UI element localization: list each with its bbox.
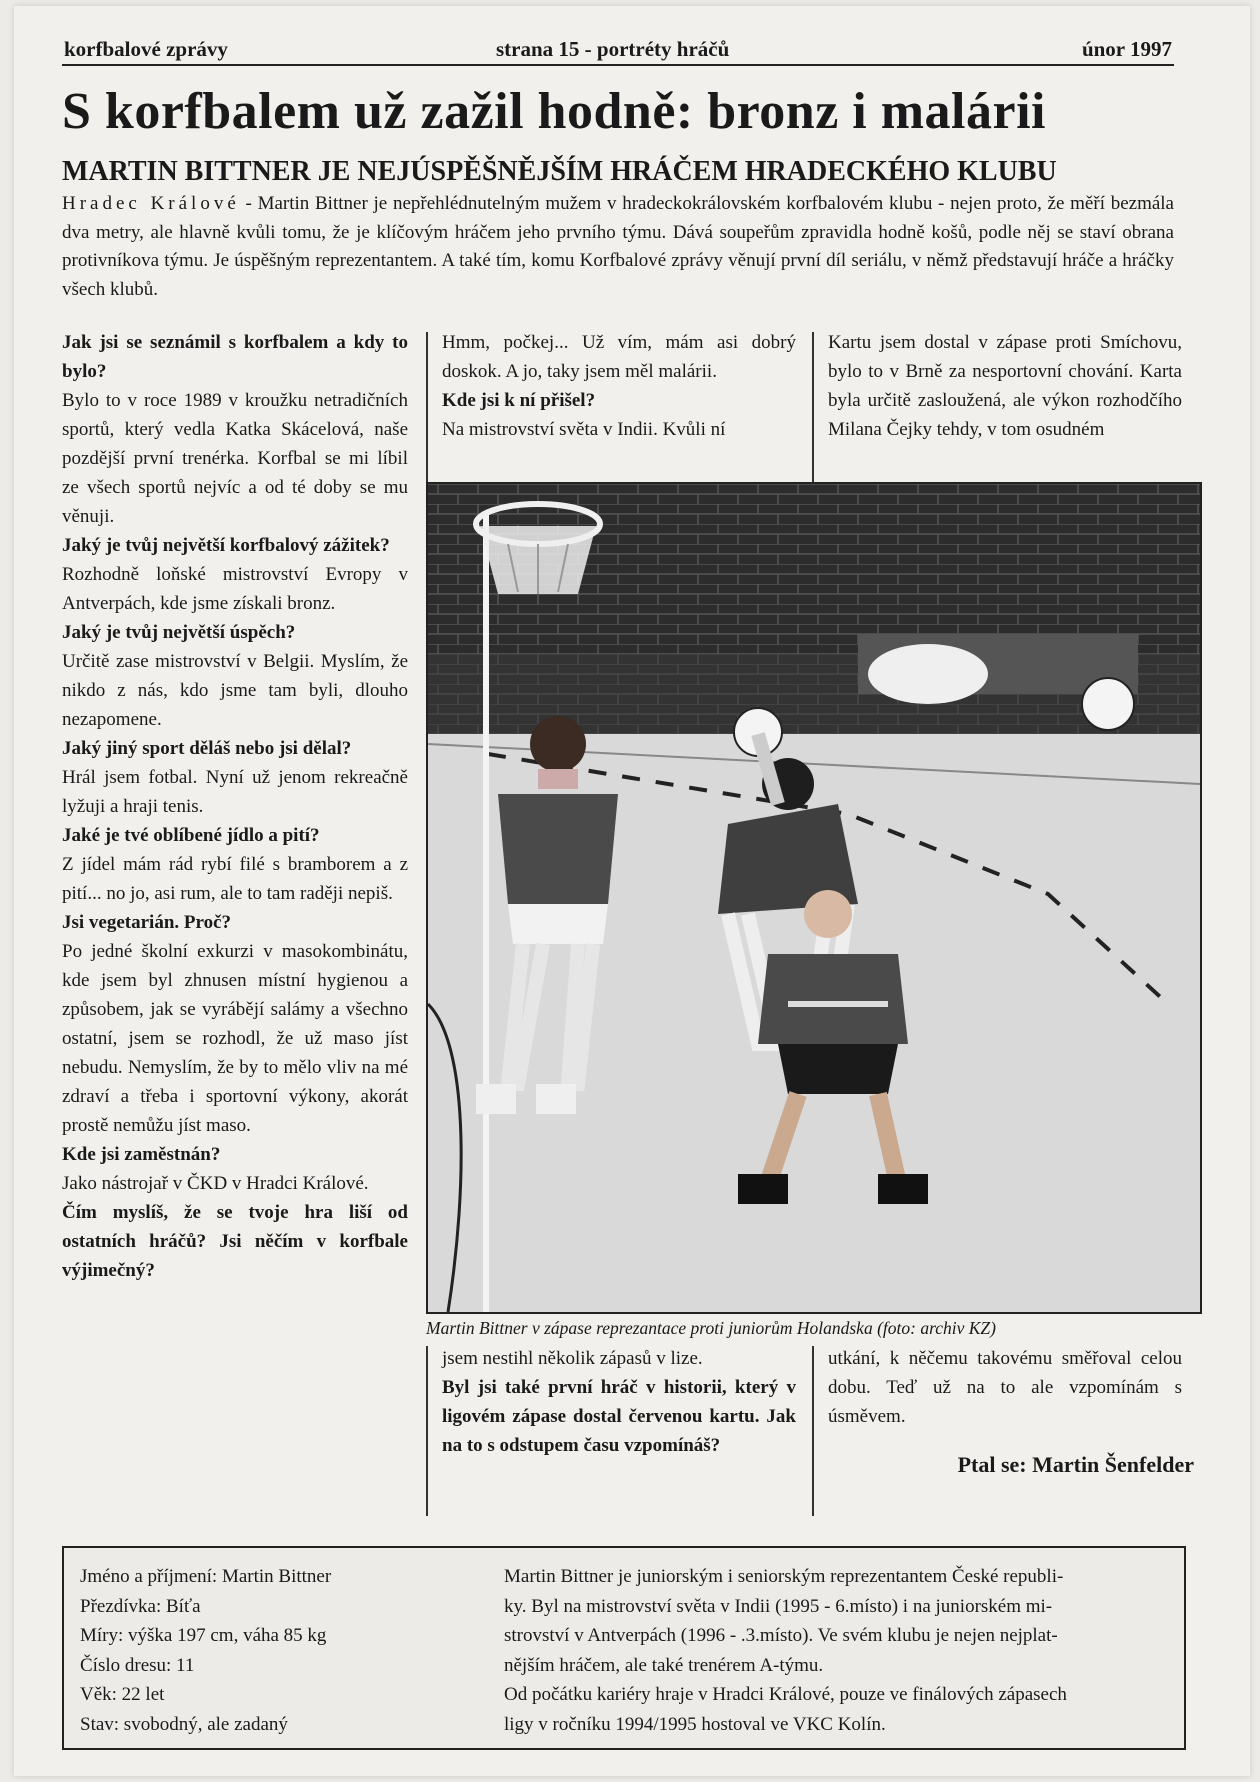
bio-line: strovství v Antverpách (1996 - .3.místo). Ve svém klubu je nejen nejplat-	[504, 1625, 1058, 1646]
newspaper-page	[14, 6, 1250, 1776]
fact-jersey-number: Číslo dresu: 11	[80, 1654, 195, 1676]
korfball-action-photo	[428, 484, 1200, 1312]
question: Čím myslíš, že se tvoje hra liší od ostatních hráčů? Jsi něčím v korfbale výjimečný?	[62, 1202, 408, 1281]
player-facts	[80, 1562, 480, 1739]
column-divider	[812, 332, 814, 482]
answer: jsem nestihl několik zápasů v lize.	[442, 1348, 703, 1369]
answer: Na mistrovství světa v Indii. Kvůli ní	[442, 419, 726, 440]
question: Jaký je tvůj největší korfbalový zážitek?	[62, 535, 390, 556]
bio-line: ligy v ročníku 1994/1995 hostoval ve VKC Kolín.	[504, 1713, 886, 1735]
subheadline: MARTIN BITTNER JE NEJÚSPĚŠNĚJŠÍM HRÁČEM HRADECKÉHO KLUBU	[62, 156, 1057, 187]
column-divider	[426, 332, 428, 482]
question: Kde jsi zaměstnán?	[62, 1144, 221, 1165]
answer: utkání, k něčemu takovému směřoval celou dobu. Teď už na to ale vzpomínám s úsměvem.	[828, 1348, 1182, 1427]
headline: S korfbalem už zažil hodně: bronz i malárii	[62, 83, 1046, 140]
answer: Bylo to v roce 1989 v kroužku netradičních sportů, který vedla Katka Skácelová, naše pozdější první trenérka. Korfbal se mi líbil ze všech sportů nejvíc a od té doby se mu věnuji.	[62, 390, 408, 527]
author-signature: Ptal se: Martin Šenfelder	[957, 1452, 1194, 1477]
answer: Po jedné školní exkurzi v masokombinátu, kde jsem byl zhnusen místní hygienou a způsobem, jak se vyrábějí salámy a všechno ostatní, jsem se rozhodl, že už maso jíst nebudu. Nemyslím, že by to mělo vliv na mé zdraví a třeba i sportovní výkony, akorát prostě nemůžu jíst maso.	[62, 941, 408, 1136]
bio-line: Martin Bittner je juniorským i seniorským reprezentantem České republi-	[504, 1566, 1064, 1587]
fact-nickname: Přezdívka: Bíťa	[80, 1595, 201, 1617]
question: Jaké je tvé oblíbené jídlo a pití?	[62, 825, 320, 846]
question: Jaký je tvůj největší úspěch?	[62, 622, 296, 643]
answer: Z jídel mám rád rybí filé s bramborem a z pití... no jo, asi rum, ale to tam raději nepiš.	[62, 854, 408, 904]
answer: Rozhodně loňské mistrovství Evropy v Antverpách, kde jsme získali bronz.	[62, 564, 408, 614]
question: Jaký jiný sport děláš nebo jsi dělal?	[62, 738, 352, 759]
running-header	[62, 30, 1174, 66]
publication-name: korfbalové zprávy	[64, 37, 228, 61]
page-info: strana 15 - portréty hráčů	[496, 37, 730, 61]
answer: Jako nástrojař v ČKD v Hradci Králové.	[62, 1173, 369, 1194]
answer: Kartu jsem dostal v zápase proti Smíchovu, bylo to v Brně za nesportovní chování. Karta byla určitě zasloužená, ale výkon rozhodčího Milana Čejky tehdy, v tom osudném	[828, 332, 1182, 440]
match-photo	[426, 482, 1202, 1314]
player-info-box	[62, 1546, 1186, 1750]
interview-column-2-bottom	[442, 1344, 796, 1460]
column-divider	[812, 1346, 814, 1516]
fact-age: Věk: 22 let	[80, 1684, 165, 1705]
dateline: Hradec Králové	[62, 193, 240, 214]
bio-line: Od počátku kariéry hraje v Hradci Králové, pouze ve finálových zápasech	[504, 1684, 1067, 1705]
question: Jak jsi se seznámil s korfbalem a kdy to bylo?	[62, 332, 408, 382]
interview-column-1	[62, 328, 408, 1285]
question: Byl jsi také první hráč v historii, který v ligovém zápase dostal červenou kartu. Jak na to s odstupem času vzpomínáš?	[442, 1377, 796, 1456]
issue-date: únor 1997	[1081, 37, 1172, 61]
bio-line: ky. Byl na mistrovství světa v Indii (1995 - 6.místo) i na juniorském mi-	[504, 1595, 1053, 1617]
interview-column-3-bottom	[828, 1344, 1182, 1431]
answer: Určitě zase mistrovství v Belgii. Myslím, že nikdo z nás, kdo jsme tam byli, dlouho nezapomene.	[62, 651, 408, 730]
interview-column-2-top	[442, 328, 796, 444]
bio-line: nějším hráčem, ale také trenérem A-týmu.	[504, 1654, 824, 1676]
question: Kde jsi k ní přišel?	[442, 390, 596, 411]
fact-status: Stav: svobodný, ale zadaný	[80, 1713, 288, 1735]
column-divider	[426, 1346, 428, 1516]
lead-text: - Martin Bittner je nepřehlédnutelným mužem v hradeckokrálovském korfbalovém klubu - nejen proto, že měří bezmála dva metry, ale hlavně kvůli tomu, že je klíčovým hráčem jeho prvního týmu. Dává soupeřům zpravidla hodně košů, podle něj se staví obrana protivníkova týmu. Je úspěšným reprezentantem. A také tím, komu Korfbalové zprávy věnují první díl seriálu, v němž představují hráče a hráčky všech klubů.	[62, 193, 1174, 300]
fact-name: Jméno a příjmení: Martin Bittner	[80, 1566, 332, 1587]
player-bio	[504, 1562, 1164, 1739]
interview-column-3-top	[828, 328, 1182, 444]
question: Jsi vegetarián. Proč?	[62, 912, 232, 933]
answer: Hrál jsem fotbal. Nyní už jenom rekreačně lyžuji a hraji tenis.	[62, 767, 408, 817]
answer: Hmm, počkej... Už vím, mám asi dobrý doskok. A jo, taky jsem měl malárii.	[442, 332, 796, 382]
fact-measurements: Míry: výška 197 cm, váha 85 kg	[80, 1625, 327, 1646]
photo-caption: Martin Bittner v zápase reprezantace proti juniorům Holandska (foto: archiv KZ)	[426, 1318, 996, 1338]
lead-paragraph	[62, 190, 1174, 304]
